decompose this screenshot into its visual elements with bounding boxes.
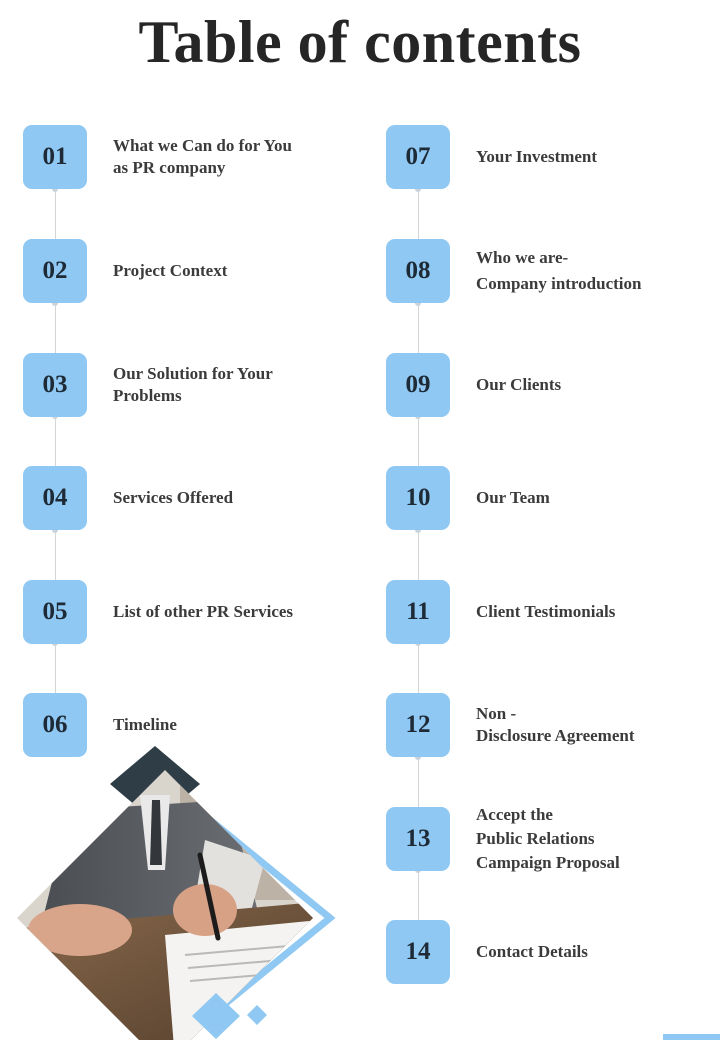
toc-number-14: 14 (386, 920, 450, 984)
toc-entry-04[interactable]: Services Offered (113, 488, 234, 507)
toc-number-10: 10 (386, 466, 450, 530)
toc-entry-02[interactable]: Project Context (113, 261, 228, 280)
toc-entry-12[interactable]: Non - Disclosure Agreement (476, 704, 635, 745)
toc-entry-08[interactable]: Who we are- Company introduction (476, 248, 642, 293)
toc-number-05: 05 (23, 580, 87, 644)
toc-number-01: 01 (23, 125, 87, 189)
toc-number-03: 03 (23, 353, 87, 417)
toc-entry-09[interactable]: Our Clients (476, 375, 562, 394)
toc-number-02: 02 (23, 239, 87, 303)
toc-entry-11[interactable]: Client Testimonials (476, 602, 616, 621)
toc-number-09: 09 (386, 353, 450, 417)
toc-entry-01[interactable]: What we Can do for You as PR company (113, 136, 292, 177)
photo-signing-document (0, 760, 340, 1040)
toc-entry-06[interactable]: Timeline (113, 715, 177, 734)
toc-entry-13[interactable]: Accept the Public Relations Campaign Proposal (476, 805, 620, 872)
page-title: Table of contents (138, 9, 582, 75)
toc-number-12: 12 (386, 693, 450, 757)
toc-number-13: 13 (386, 807, 450, 871)
accent-diamond-small (247, 1005, 267, 1025)
toc-number-04: 04 (23, 466, 87, 530)
toc-entry-07[interactable]: Your Investment (476, 147, 598, 166)
toc-number-06: 06 (23, 693, 87, 757)
toc-number-08: 08 (386, 239, 450, 303)
diamond-photo-illustration (0, 740, 340, 1040)
toc-entry-14[interactable]: Contact Details (476, 942, 588, 961)
toc-entry-05[interactable]: List of other PR Services (113, 602, 294, 621)
toc-entry-03[interactable]: Our Solution for Your Problems (113, 364, 273, 405)
toc-number-11: 11 (386, 580, 450, 644)
toc-entry-10[interactable]: Our Team (476, 488, 550, 507)
toc-number-07: 07 (386, 125, 450, 189)
footer-accent-bar (663, 1034, 720, 1040)
